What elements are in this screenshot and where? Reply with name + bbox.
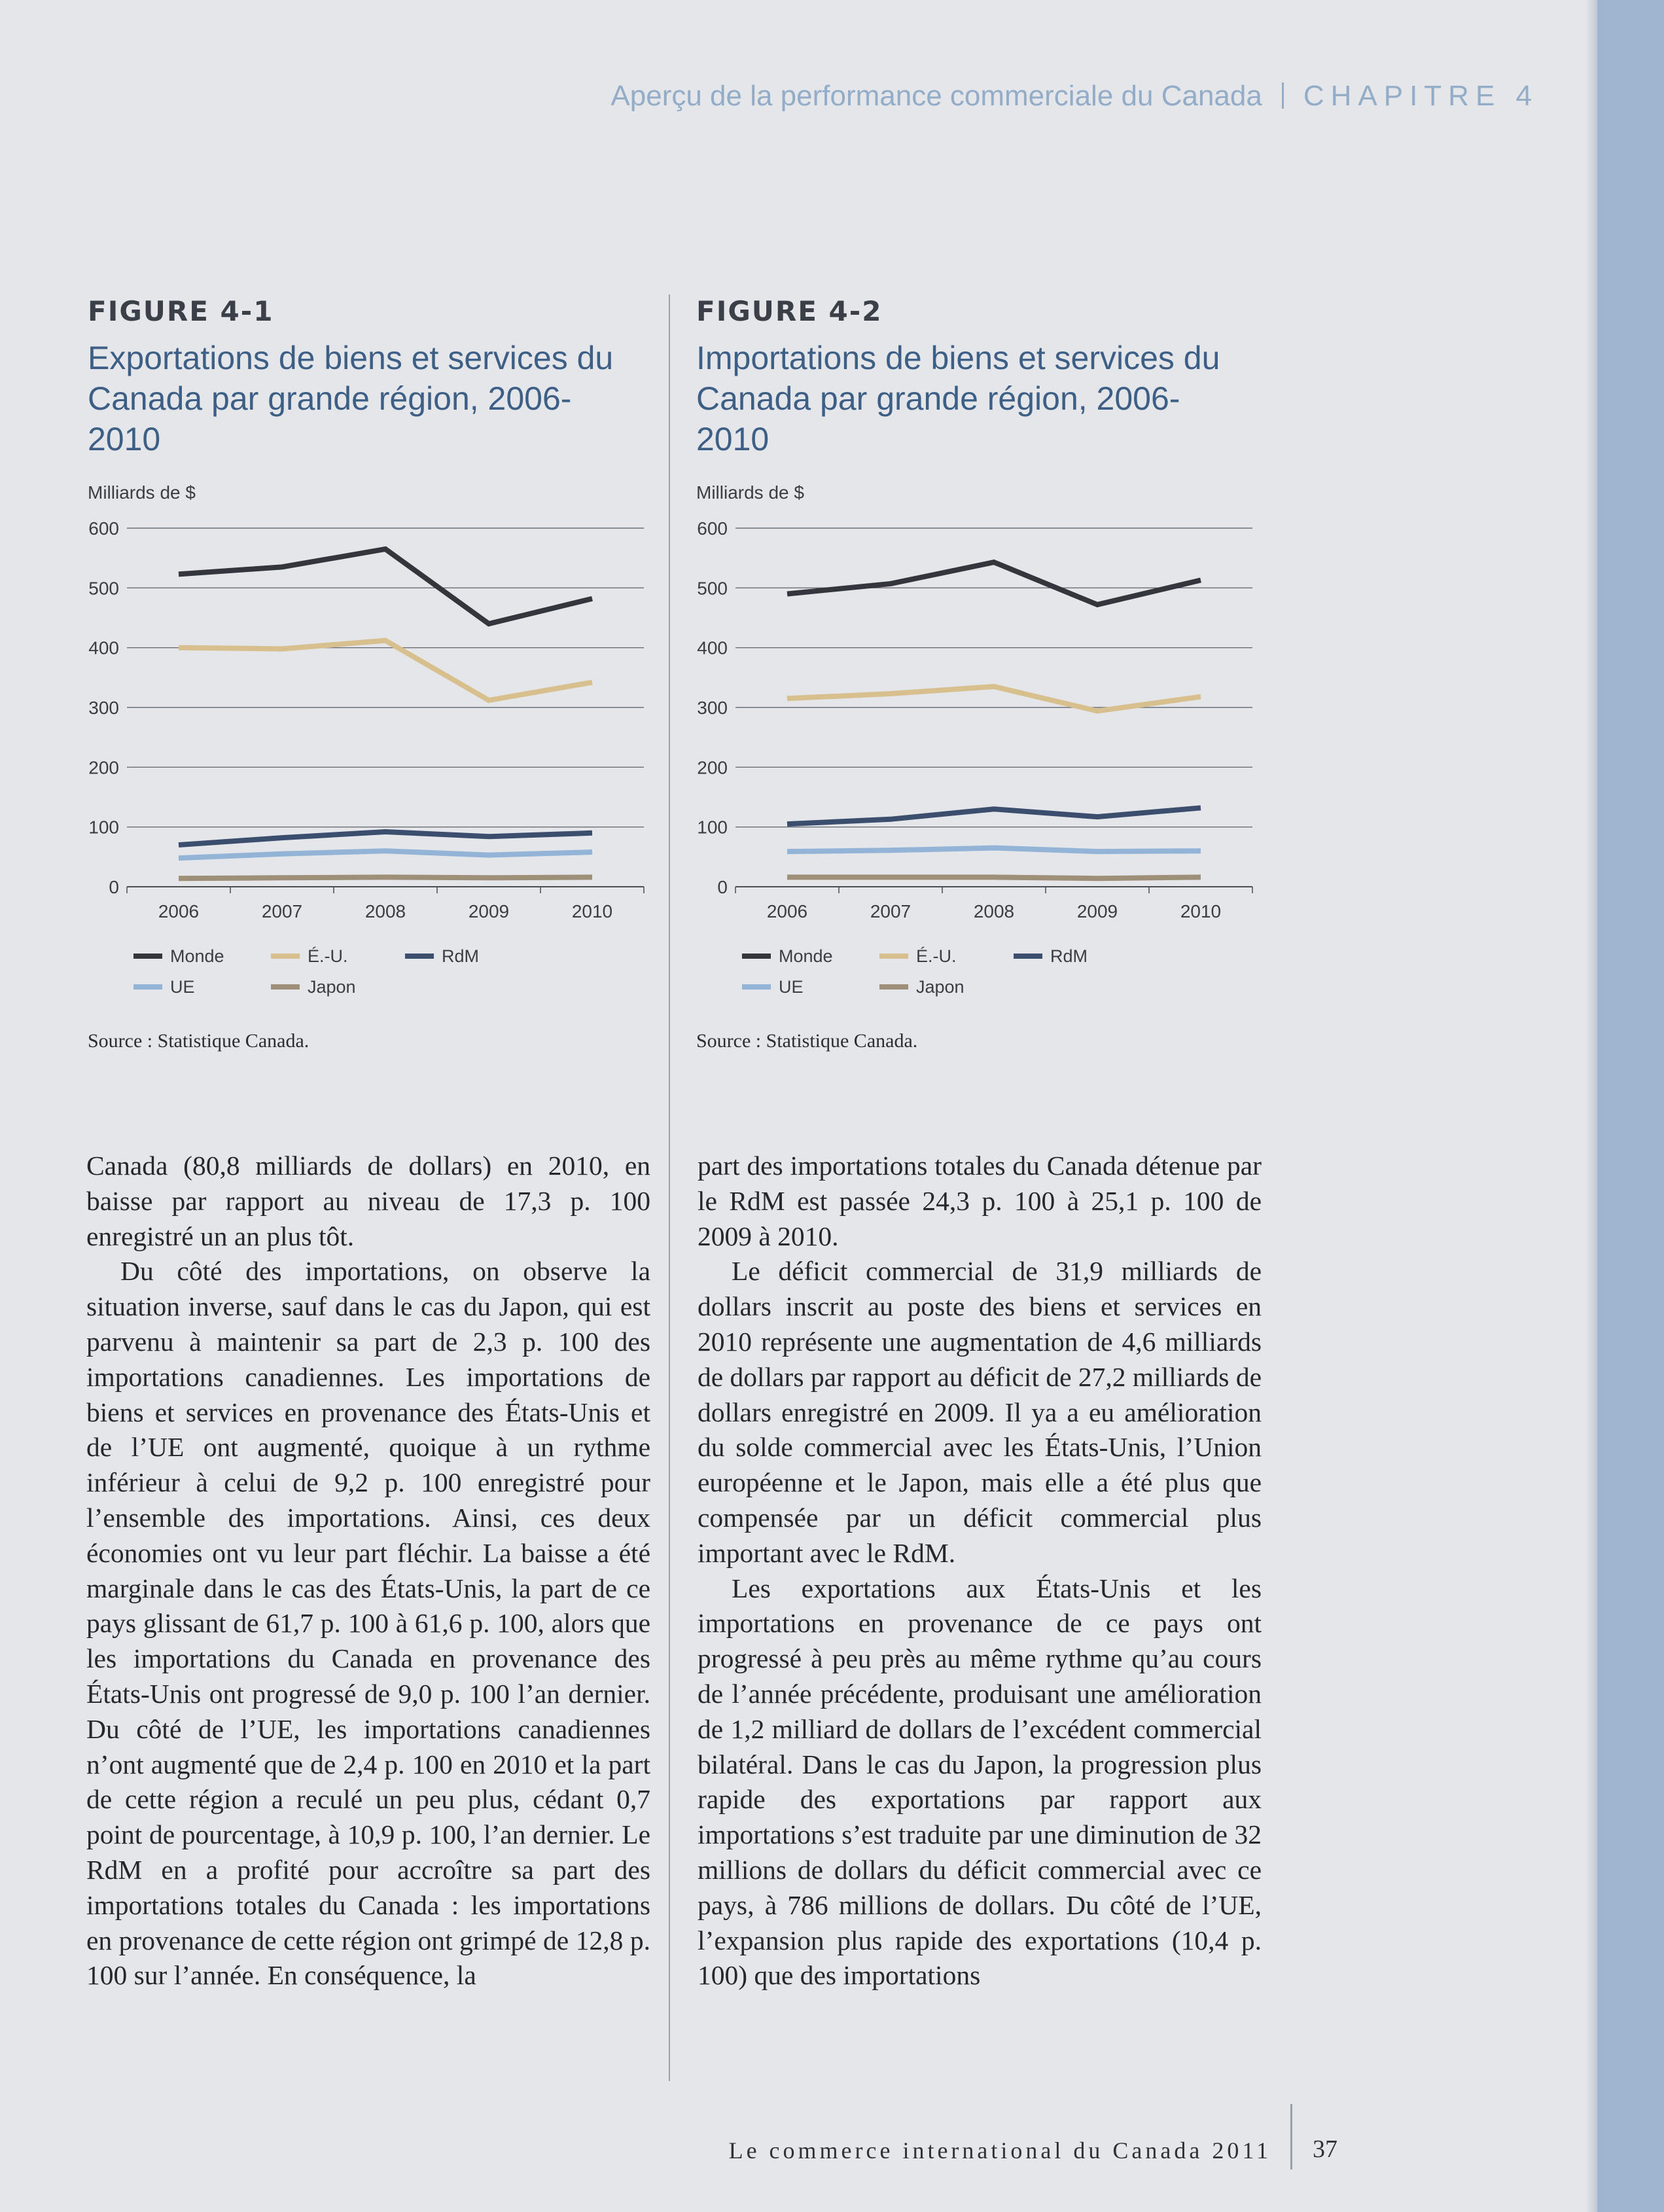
legend-label: UE (170, 977, 195, 997)
series-line (787, 848, 1201, 851)
column-divider (669, 294, 670, 2081)
legend-label: É.-U. (308, 946, 348, 966)
running-title: Aperçu de la performance commerciale du Canada (611, 80, 1262, 112)
paragraph: Canada (80,8 milliards de dollars) en 2010, en baisse par rapport au niveau de 17,3 p. 100 enregistré un an plus tôt. (86, 1151, 650, 1251)
x-tick-label: 2007 (870, 901, 912, 921)
legend-label: Japon (916, 977, 965, 997)
legend-label: UE (779, 977, 804, 997)
figure-title: Importations de biens et services du Canada par grande région, 2006-2010 (696, 340, 1220, 457)
series-line (179, 641, 592, 700)
y-tick-label: 600 (88, 518, 119, 539)
x-tick-label: 2007 (261, 901, 303, 921)
y-tick-label: 300 (88, 698, 119, 718)
body-column-right (698, 1149, 1262, 1993)
series-line (787, 808, 1201, 824)
y-axis-unit-label: Milliards de $ (88, 482, 196, 503)
chapter-label: CHAPITRE 4 (1303, 80, 1538, 112)
legend-label: RdM (1050, 946, 1088, 966)
footer-publication: Le commerce international du Canada 2011 (728, 2137, 1271, 2164)
x-tick-label: 2009 (1076, 901, 1118, 921)
figure-source: Source : Statistique Canada. (88, 1030, 310, 1052)
y-tick-label: 500 (88, 578, 119, 599)
legend-label: É.-U. (916, 946, 957, 966)
footer-rule (1290, 2104, 1292, 2169)
running-head-separator (1282, 82, 1284, 109)
series-line (179, 549, 592, 624)
y-tick-label: 100 (697, 817, 728, 838)
legend-label: Monde (170, 946, 224, 966)
y-tick-label: 400 (88, 637, 119, 658)
y-axis-unit-label: Milliards de $ (696, 482, 804, 503)
y-tick-label: 0 (109, 877, 119, 897)
series-line (787, 877, 1201, 878)
paragraph: Du côté des importations, on observe la situation inverse, sauf dans le cas du Japon, qui est parvenu à maintenir sa part de 2,3 p. 100 des importations canadiennes. Les importations de biens et services en provenance des États-Unis et de l’UE ont augmenté, quoique à un rythme inférieur à celui de 9,2 p. 100 enregistré pour l’ensemble des importations. Ainsi, ces deux économies ont vu leur part fléchir. La baisse a été marginale dans le cas des États-Unis, la part de ce pays glissant de 61,7 p. 100 à 61,6 p. 100, alors que les importations du Canada en provenance des États-Unis ont progressé de 9,0 p. 100 l’an dernier. Du côté de l’UE, les importations canadiennes n’ont augmenté que de 2,4 p. 100 en 2010 et la part de cette région a reculé un peu plus, cédant 0,7 point de pourcentage, à 10,9 p. 100, l’an dernier. Le RdM en a profité pour accroître sa part des importations totales du Canada : les importations en provenance de cette région ont grimpé de 12,8 p. 100 sur l’année. En conséquence, la (86, 1256, 650, 1991)
series-line (179, 877, 592, 878)
page-edge-strip (1597, 0, 1664, 2212)
running-head (611, 80, 1538, 113)
page-number: 37 (1313, 2135, 1337, 2163)
x-tick-label: 2008 (973, 901, 1015, 921)
x-tick-label: 2010 (1180, 901, 1222, 921)
figure-source: Source : Statistique Canada. (696, 1030, 918, 1052)
paragraph: part des importations totales du Canada détenue par le RdM est passée 24,3 p. 100 à 25,1 p. 100 de 2009 à 2010. (698, 1151, 1262, 1251)
y-tick-label: 300 (697, 698, 728, 718)
legend-label: Monde (779, 946, 833, 966)
x-tick-label: 2009 (468, 901, 510, 921)
figure-4-1 (88, 294, 664, 1052)
series-line (179, 851, 592, 858)
legend-label: RdM (442, 946, 480, 966)
paragraph: Les exportations aux États-Unis et les importations en provenance de ce pays ont progressé à peu près au même rythme qu’au cours de l’année précédente, produisant une amélioration de 1,2 milliard de dollars de l’excédent commercial bilatéral. Dans le cas du Japon, la progression plus rapide des exportations par rapport aux importations s’est traduite par une diminution de 32 millions de dollars du déficit commercial avec ce pays, à 786 millions de dollars. Du côté de l’UE, l’expansion plus rapide des exportations (10,4 p. 100) que des importations (698, 1573, 1262, 1991)
x-tick-label: 2010 (571, 901, 613, 921)
y-tick-label: 100 (88, 817, 119, 838)
legend-label: Japon (308, 977, 356, 997)
y-tick-label: 600 (697, 518, 728, 539)
series-line (787, 562, 1201, 605)
body-column-left (86, 1149, 650, 1993)
x-tick-label: 2008 (364, 901, 406, 921)
y-tick-label: 0 (717, 877, 728, 897)
y-tick-label: 200 (697, 757, 728, 778)
figure-4-2 (696, 294, 1272, 1052)
chart-exports (88, 478, 664, 1054)
paragraph: Le déficit commercial de 31,9 milliards de dollars inscrit au poste des biens et services en 2010 représente une augmentation de 4,6 milliards de dollars par rapport au déficit de 27,2 milliards de dollars enregistré en 2009. Il ya a eu amélioration du solde commercial avec les États-Unis, l’Union européenne et le Japon, mais elle a été plus que compensée par un déficit commercial plus important avec le RdM. (698, 1256, 1262, 1568)
y-tick-label: 400 (697, 637, 728, 658)
chart-imports (696, 478, 1272, 1054)
figure-label: FIGURE 4-1 (88, 295, 274, 327)
page-edge-shadow (1585, 0, 1597, 2212)
y-tick-label: 200 (88, 757, 119, 778)
figure-title: Exportations de biens et services du Canada par grande région, 2006-2010 (88, 340, 614, 457)
figure-label: FIGURE 4-2 (696, 295, 883, 327)
series-line (179, 832, 592, 845)
x-tick-label: 2006 (766, 901, 808, 921)
y-tick-label: 500 (697, 578, 728, 599)
x-tick-label: 2006 (158, 901, 200, 921)
